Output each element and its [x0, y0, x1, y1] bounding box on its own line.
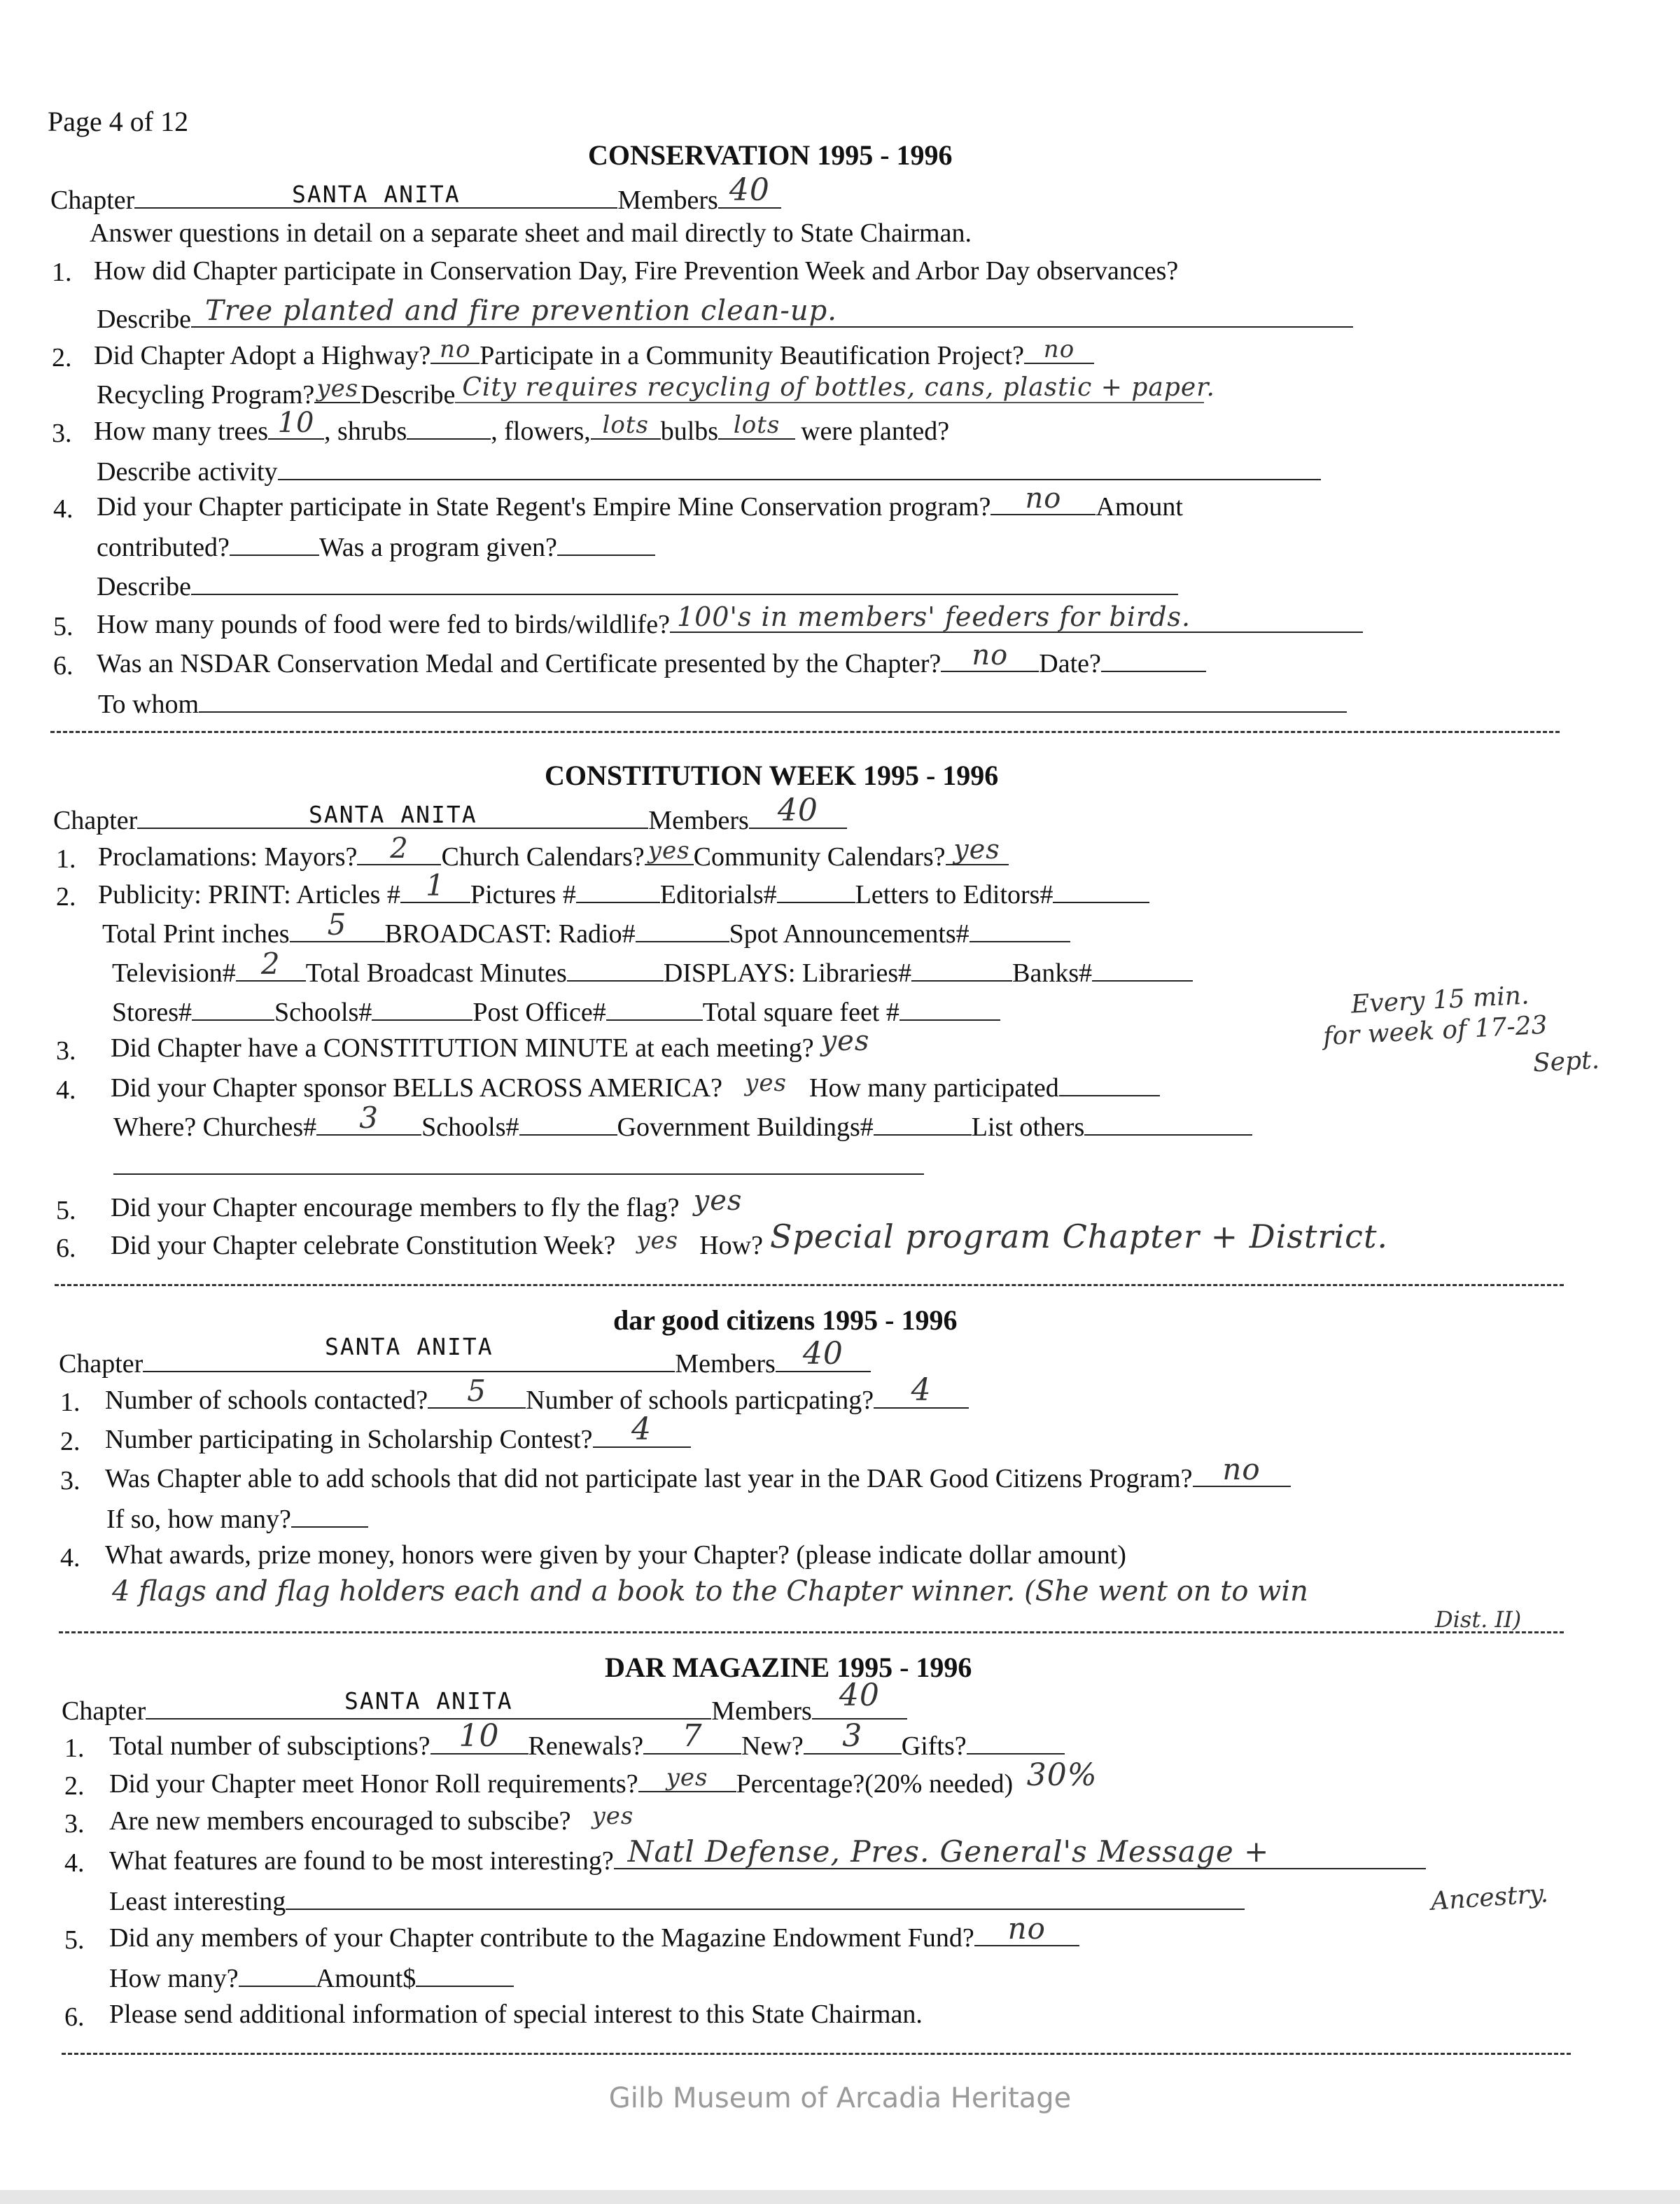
church-calendars-value: yes — [648, 837, 690, 865]
print-inches-value: 5 — [327, 907, 347, 942]
food-field[interactable] — [670, 601, 1363, 633]
conservation-q6-whom-row — [98, 690, 1347, 718]
q-number: 3. — [52, 419, 72, 448]
articles-label: Publicity: PRINT: Articles # — [98, 880, 400, 909]
contributed-field[interactable] — [230, 533, 319, 556]
bulbs-field[interactable] — [718, 411, 795, 440]
members-value: 40 — [802, 1336, 844, 1372]
renewals-label: Renewals? — [528, 1731, 644, 1761]
how-many-field[interactable] — [291, 1505, 368, 1528]
libraries-label: DISPLAYS: Libraries# — [663, 958, 912, 988]
contributed-label: contributed? — [97, 533, 230, 562]
section-divider — [50, 731, 1560, 733]
radio-label: BROADCAST: Radio# — [384, 919, 636, 949]
how-many-participated-field[interactable] — [1059, 1074, 1160, 1096]
q-number: 6. — [53, 651, 74, 681]
q-number: 2. — [56, 882, 76, 912]
new-field[interactable] — [804, 1718, 902, 1755]
pictures-field[interactable] — [576, 881, 660, 903]
food-label: How many pounds of food were fed to birds/wildlife? — [97, 610, 670, 639]
empire-mine-field[interactable] — [990, 482, 1096, 515]
list-others-line[interactable] — [113, 1173, 924, 1175]
celebrate-label: Did your Chapter celebrate Constitution Week? — [111, 1231, 616, 1260]
constitution-q2-row4 — [112, 998, 1000, 1026]
percentage-value: 30% — [1026, 1757, 1098, 1793]
good-citizens-q4-label: What awards, prize money, honors were given by your Chapter? (please indicate dollar amount) — [105, 1540, 1126, 1570]
honor-roll-label: Did your Chapter meet Honor Roll requirements? — [109, 1769, 638, 1799]
good-citizens-title: dar good citizens 1995 - 1996 — [613, 1304, 958, 1336]
food-value: 100's in members' feeders for birds. — [676, 601, 1191, 632]
banks-label: Banks# — [1012, 958, 1093, 988]
celebrate-value: yes — [636, 1227, 679, 1255]
magazine-q3-row — [109, 1802, 654, 1836]
most-interesting-label: What features are found to be most interesting? — [109, 1846, 614, 1876]
q-number: 4. — [56, 1075, 76, 1105]
schools-contacted-label: Number of schools contacted? — [105, 1386, 428, 1415]
celebrate-field[interactable] — [615, 1227, 699, 1255]
flowers-label: , flowers, — [491, 417, 591, 446]
q-number: 3. — [60, 1466, 80, 1495]
encourage-subscribe-value: yes — [592, 1802, 634, 1830]
q-number: 4. — [53, 494, 74, 524]
constitution-minute-field[interactable] — [814, 1025, 975, 1057]
endowment-value: no — [1007, 1911, 1046, 1946]
constitution-chapter-row — [53, 793, 847, 835]
good-citizens-q3-howmany-row — [106, 1505, 368, 1533]
renewals-field[interactable] — [643, 1718, 741, 1755]
describe-label: Describe — [97, 572, 192, 601]
endowment-label: Did any members of your Chapter contribute to the Magazine Endowment Fund? — [109, 1923, 974, 1953]
program-given-label: Was a program given? — [318, 533, 557, 562]
most-interesting-value: Natl Defense, Pres. General's Message + — [627, 1834, 1270, 1869]
chapter-field[interactable] — [137, 801, 648, 829]
conservation-q4-row — [97, 482, 1183, 522]
gifts-label: Gifts? — [901, 1731, 967, 1761]
magazine-q5-row — [109, 1911, 1079, 1953]
schools-contacted-value: 5 — [467, 1374, 486, 1408]
add-schools-label: Was Chapter able to add schools that did not participate last year in the DAR Good Citizens Program? — [105, 1464, 1193, 1493]
encourage-subscribe-field[interactable] — [570, 1802, 654, 1830]
constitution-q2-row1 — [98, 868, 1149, 909]
government-field[interactable] — [874, 1113, 972, 1136]
good-citizens-q3-row — [105, 1452, 1291, 1493]
conservation-q1: How did Chapter participate in Conservation Day, Fire Prevention Week and Arbor Day observances? — [94, 256, 1179, 286]
add-schools-value: no — [1222, 1452, 1261, 1486]
margin-note: Every 15 min. — [1350, 981, 1530, 1019]
percentage-field[interactable] — [1013, 1757, 1111, 1793]
schools-participating-field[interactable] — [874, 1372, 969, 1409]
adopt-highway-field[interactable] — [430, 335, 479, 364]
flowers-value: lots — [602, 411, 649, 439]
magazine-q6: Please send additional information of special interest to this State Chairman. — [109, 2000, 923, 2029]
recycling-describe-field[interactable] — [455, 373, 1215, 403]
how-label: How? — [699, 1231, 763, 1260]
flowers-field[interactable] — [591, 411, 661, 440]
describe-activity-field[interactable] — [278, 458, 1321, 480]
amount-label: Amount — [1096, 492, 1183, 522]
q-number: 6. — [64, 2002, 85, 2032]
editorials-field[interactable] — [777, 881, 855, 903]
recycling-field[interactable] — [314, 375, 360, 403]
most-interesting-field[interactable] — [614, 1834, 1426, 1869]
constitution-q1-row — [98, 832, 1009, 872]
conservation-q4-describe-row — [97, 573, 1178, 600]
members-value: 40 — [729, 172, 770, 208]
scholarship-field[interactable] — [593, 1411, 691, 1448]
medal-label: Was an NSDAR Conservation Medal and Certificate presented by the Chapter? — [97, 649, 941, 678]
q-number: 3. — [56, 1036, 76, 1066]
margin-note: for week of 17-23 — [1322, 1010, 1548, 1052]
q-number: 1. — [60, 1388, 80, 1417]
articles-value: 1 — [426, 868, 445, 902]
describe-activity-label: Describe activity — [97, 457, 278, 487]
churches-label: Where? Churches# — [113, 1113, 317, 1142]
beautification-field[interactable] — [1024, 335, 1094, 364]
community-calendars-label: Community Calendars? — [693, 842, 946, 872]
mayors-value: 2 — [390, 832, 409, 865]
chapter-label: Chapter — [62, 1696, 146, 1726]
bells-field[interactable] — [722, 1069, 809, 1097]
constitution-q6-row — [111, 1218, 1463, 1260]
broadcast-minutes-field[interactable] — [567, 959, 664, 982]
chapter-value: SANTA ANITA — [292, 181, 461, 208]
schools-field[interactable] — [372, 998, 472, 1021]
members-value: 40 — [839, 1678, 880, 1713]
community-calendars-field[interactable] — [946, 834, 1009, 865]
q-number: 2. — [52, 343, 72, 372]
how-field[interactable] — [763, 1218, 1463, 1255]
q-number: 1. — [52, 258, 72, 287]
program-given-field[interactable] — [557, 533, 655, 556]
good-citizens-q1-row — [105, 1372, 969, 1415]
chapter-field[interactable] — [134, 181, 617, 209]
community-calendars-value: yes — [953, 834, 1000, 865]
to-whom-label: To whom — [98, 690, 200, 719]
chapter-value: SANTA ANITA — [344, 1687, 513, 1715]
schools-participating-label: Number of schools particpating? — [526, 1386, 874, 1415]
members-field[interactable] — [812, 1678, 907, 1720]
chapter-value: SANTA ANITA — [309, 801, 477, 828]
conservation-instructions: Answer questions in detail on a separate sheet and mail directly to State Chairman. — [90, 218, 972, 248]
percentage-label: Percentage?(20% needed) — [736, 1769, 1014, 1799]
recycling-label: Recycling Program? — [97, 380, 315, 410]
chapter-field[interactable] — [146, 1687, 711, 1720]
shrubs-label: , shrubs — [324, 417, 407, 446]
constitution-minute-label: Did Chapter have a CONSTITUTION MINUTE at each meeting? — [111, 1033, 814, 1063]
constitution-minute-value: yes — [820, 1025, 870, 1057]
post-office-label: Post Office# — [472, 998, 606, 1027]
schools-contacted-field[interactable] — [428, 1374, 526, 1409]
conservation-q1-describe-row — [97, 295, 1353, 334]
members-field[interactable] — [749, 793, 847, 829]
q-number: 6. — [56, 1234, 76, 1263]
bulbs-label: bulbs — [660, 417, 719, 446]
conservation-q2-recycling-row — [97, 373, 1215, 410]
describe-label: Describe — [97, 305, 192, 334]
magazine-q5-amount-row — [109, 1965, 514, 1992]
magazine-q1-row — [109, 1718, 1065, 1761]
adopt-highway-value: no — [440, 335, 471, 363]
honor-roll-value: yes — [666, 1764, 708, 1792]
television-label: Television# — [112, 958, 236, 988]
magazine-q2-row — [109, 1757, 1111, 1799]
chapter-field[interactable] — [143, 1333, 675, 1372]
broadcast-minutes-label: Total Broadcast Minutes — [305, 958, 567, 988]
bells-value: yes — [745, 1069, 787, 1097]
television-value: 2 — [260, 947, 281, 981]
conservation-q3-row — [94, 407, 950, 446]
q-number: 5. — [64, 1925, 85, 1955]
most-interesting-value-2: Ancestry. — [1429, 1879, 1550, 1916]
q-number: 4. — [60, 1543, 80, 1572]
constitution-q4-where-row — [113, 1101, 1252, 1142]
trees-value: 10 — [277, 407, 315, 439]
libraries-field[interactable] — [911, 959, 1012, 982]
chapter-value: SANTA ANITA — [325, 1333, 493, 1360]
church-calendars-field[interactable] — [645, 837, 694, 865]
constitution-q2-row2 — [102, 907, 1070, 949]
section-divider — [59, 1631, 1564, 1633]
beautification-value: no — [1043, 335, 1075, 363]
page-label: Page 4 of 12 — [48, 106, 189, 137]
list-others-label: List others — [971, 1113, 1085, 1142]
date-field[interactable] — [1101, 650, 1206, 672]
fly-flag-field[interactable] — [680, 1185, 757, 1217]
how-many-label: If so, how many? — [106, 1505, 291, 1534]
honor-roll-field[interactable] — [638, 1764, 736, 1792]
television-field[interactable] — [236, 947, 306, 982]
magazine-title: DAR MAGAZINE 1995 - 1996 — [605, 1652, 972, 1683]
footer-watermark: Gilb Museum of Arcadia Heritage — [608, 2082, 1072, 2114]
fly-flag-label: Did your Chapter encourage members to fly the flag? — [111, 1193, 680, 1222]
new-label: New? — [741, 1731, 804, 1761]
conservation-title: CONSERVATION 1995 - 1996 — [588, 139, 953, 171]
recycling-describe-value: City requires recycling of bottles, cans, plastic + paper. — [462, 373, 1215, 402]
government-label: Government Buildings# — [617, 1113, 874, 1142]
date-label: Date? — [1039, 649, 1101, 678]
members-label: Members — [617, 186, 718, 215]
members-value: 40 — [777, 793, 818, 828]
schools-label: Schools# — [421, 1113, 519, 1142]
how-many-label: How many? — [109, 1964, 239, 1993]
conservation-chapter-row — [50, 172, 781, 215]
least-interesting-label: Least interesting — [109, 1887, 286, 1916]
square-feet-field[interactable] — [899, 998, 1000, 1021]
endowment-field[interactable] — [974, 1911, 1079, 1946]
pictures-label: Pictures # — [470, 880, 576, 909]
members-field[interactable] — [718, 172, 781, 209]
encourage-subscribe-label: Are new members encouraged to subscibe? — [109, 1806, 571, 1836]
fly-flag-value: yes — [693, 1185, 743, 1217]
letters-label: Letters to Editors# — [855, 880, 1054, 909]
stores-label: Stores# — [112, 998, 192, 1027]
gifts-field[interactable] — [967, 1732, 1065, 1755]
trees-field[interactable] — [268, 407, 324, 440]
section-divider — [62, 2053, 1571, 2055]
spot-field[interactable] — [969, 920, 1070, 942]
chapter-label: Chapter — [59, 1349, 144, 1379]
subscriptions-label: Total number of subsciptions? — [109, 1731, 430, 1761]
subscriptions-field[interactable] — [430, 1718, 528, 1755]
medal-field[interactable] — [941, 639, 1039, 672]
beautification-label: Participate in a Community Beautification Project? — [479, 341, 1024, 370]
margin-note: Sept. — [1532, 1045, 1600, 1078]
q-number: 5. — [53, 612, 74, 641]
describe-value: Tree planted and fire prevention clean-up. — [205, 295, 837, 327]
scholarship-label: Number participating in Scholarship Contest? — [105, 1425, 593, 1454]
q-number: 3. — [64, 1809, 85, 1839]
empire-mine-label: Did your Chapter participate in State Regent's Empire Mine Conservation program? — [97, 492, 991, 522]
new-value: 3 — [842, 1718, 863, 1754]
trees-label: How many trees — [94, 417, 269, 446]
list-others-field[interactable] — [1084, 1113, 1252, 1136]
conservation-q2-row — [94, 335, 1094, 370]
bottom-edge — [0, 2190, 1680, 2204]
q-number: 1. — [64, 1734, 85, 1763]
church-calendars-label: Church Calendars? — [441, 842, 645, 872]
shrubs-field[interactable] — [407, 417, 491, 440]
members-label: Members — [648, 806, 749, 835]
q-number: 2. — [60, 1427, 80, 1456]
conservation-q3-describe-row — [97, 458, 1321, 485]
spot-label: Spot Announcements# — [729, 919, 969, 949]
how-many-participated-label: How many participated — [809, 1073, 1059, 1103]
constitution-q2-row3 — [112, 947, 1193, 988]
planted-label: were planted? — [801, 417, 950, 446]
schools-participating-value: 4 — [911, 1372, 932, 1408]
magazine-q4-row — [109, 1834, 1426, 1876]
mayors-label: Proclamations: Mayors? — [98, 842, 358, 872]
articles-field[interactable] — [400, 868, 470, 903]
members-label: Members — [675, 1349, 776, 1379]
churches-value: 3 — [359, 1101, 379, 1135]
awards-value-2: Dist. II) — [1435, 1606, 1522, 1633]
chapter-label: Chapter — [50, 186, 135, 215]
bulbs-value: lots — [733, 411, 780, 439]
stores-field[interactable] — [192, 998, 274, 1021]
constitution-q4-row — [111, 1069, 1160, 1103]
q-number: 4. — [64, 1848, 85, 1878]
subscriptions-value: 10 — [458, 1718, 500, 1754]
amount-label: Amount$ — [315, 1964, 416, 1993]
print-inches-field[interactable] — [290, 907, 385, 942]
schools-label: Schools# — [274, 998, 372, 1027]
describe-field[interactable] — [191, 295, 1353, 328]
schools-field[interactable] — [519, 1113, 617, 1136]
chapter-label: Chapter — [53, 806, 138, 835]
q-number: 2. — [64, 1771, 85, 1801]
members-field[interactable] — [776, 1336, 871, 1372]
constitution-q3-row — [111, 1025, 975, 1063]
to-whom-field[interactable] — [199, 690, 1347, 713]
describe-field[interactable] — [191, 573, 1178, 595]
letters-field[interactable] — [1053, 881, 1149, 903]
how-value: Special program Chapter + District. — [769, 1218, 1389, 1255]
print-inches-label: Total Print inches — [102, 919, 290, 949]
banks-field[interactable] — [1092, 959, 1193, 982]
how-many-field[interactable] — [239, 1965, 316, 1987]
amount-field[interactable] — [416, 1965, 514, 1987]
good-citizens-chapter-row — [59, 1333, 871, 1379]
scholarship-value: 4 — [631, 1411, 652, 1447]
magazine-least-row — [109, 1888, 1245, 1915]
empire-mine-value: no — [1025, 482, 1062, 515]
churches-field[interactable] — [316, 1101, 421, 1136]
q-number: 5. — [56, 1196, 76, 1225]
least-interesting-field[interactable] — [286, 1888, 1245, 1910]
square-feet-label: Total square feet # — [702, 998, 899, 1027]
editorials-label: Editorials# — [659, 880, 777, 909]
renewals-value: 7 — [682, 1718, 703, 1754]
awards-value: 4 flags and flag holders each and a book to the Chapter winner. (She went on to win — [112, 1575, 1308, 1607]
mayors-field[interactable] — [357, 832, 441, 865]
post-office-field[interactable] — [606, 998, 703, 1021]
good-citizens-q2-row — [105, 1411, 691, 1454]
conservation-q6-row — [97, 639, 1206, 678]
bells-label: Did your Chapter sponsor BELLS ACROSS AMERICA? — [111, 1073, 723, 1103]
recycling-value: yes — [316, 375, 359, 403]
conservation-q4-contrib-row — [97, 533, 655, 561]
members-label: Members — [711, 1696, 812, 1726]
adopt-highway-label: Did Chapter Adopt a Highway? — [94, 341, 431, 370]
radio-field[interactable] — [636, 920, 729, 942]
section-divider — [55, 1284, 1564, 1286]
conservation-q5-row — [97, 601, 1363, 639]
add-schools-field[interactable] — [1193, 1452, 1291, 1487]
constitution-title: CONSTITUTION WEEK 1995 - 1996 — [545, 760, 999, 791]
q-number: 1. — [56, 844, 76, 874]
describe-label: Describe — [360, 380, 456, 410]
constitution-q5-row — [111, 1185, 757, 1222]
medal-value: no — [972, 639, 1009, 671]
